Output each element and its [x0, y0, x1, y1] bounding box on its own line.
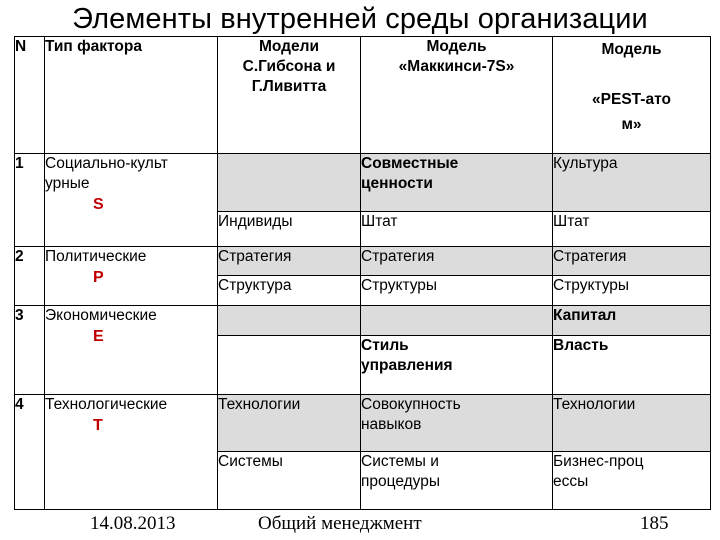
factor-cell: Экономические E	[45, 306, 218, 395]
mckinsey-cell: Штат	[361, 212, 553, 247]
slide-title: Элементы внутренней среды организации	[72, 3, 648, 35]
header-mckinsey-model: Модель «Маккинси-7S»	[361, 37, 553, 154]
header-gibson-model: Модели С.Гибсона и Г.Ливитта	[218, 37, 361, 154]
pest-cell: Стратегия	[553, 247, 711, 276]
gibson-cell: Структура	[218, 276, 361, 306]
gibson-cell: Индивиды	[218, 212, 361, 247]
footer-date: 14.08.2013	[90, 513, 176, 534]
gibson-cell	[218, 306, 361, 336]
pest-cell: Культура	[553, 154, 711, 212]
gibson-cell: Системы	[218, 452, 361, 510]
pest-cell: Структуры	[553, 276, 711, 306]
header-factor-type: Тип фактора	[45, 37, 218, 154]
footer-page-number: 185	[640, 513, 669, 534]
table-row	[15, 247, 711, 276]
factor-cell: Социально-культ урные S	[45, 154, 218, 247]
table-row	[15, 306, 711, 336]
row-number: 3	[15, 306, 45, 395]
factor-letter: P	[93, 269, 104, 286]
mckinsey-cell: Совместные ценности	[361, 154, 553, 212]
mckinsey-cell: Стратегия	[361, 247, 553, 276]
mckinsey-cell	[361, 306, 553, 336]
footer-subject: Общий менеджмент	[258, 513, 422, 534]
row-number: 4	[15, 395, 45, 510]
factors-table	[14, 36, 711, 510]
factor-cell: Политические P	[45, 247, 218, 306]
pest-cell: Капитал	[553, 306, 711, 336]
pest-cell: Штат	[553, 212, 711, 247]
table-row	[15, 395, 711, 452]
header-n: N	[15, 37, 45, 154]
mckinsey-cell: Совокупность навыков	[361, 395, 553, 452]
table-row	[15, 154, 711, 212]
factor-letter: S	[93, 196, 104, 213]
gibson-cell: Технологии	[218, 395, 361, 452]
pest-cell: Технологии	[553, 395, 711, 452]
factor-letter: E	[93, 328, 104, 345]
row-number: 2	[15, 247, 45, 306]
row-number: 1	[15, 154, 45, 247]
mckinsey-cell: Стиль управления	[361, 336, 553, 395]
gibson-cell	[218, 336, 361, 395]
table-header-row	[15, 37, 711, 154]
pest-cell: Бизнес-проц ессы	[553, 452, 711, 510]
factor-cell: Технологические T	[45, 395, 218, 510]
pest-cell: Власть	[553, 336, 711, 395]
header-pest-model: Модель «PEST-ато м»	[553, 37, 711, 154]
gibson-cell	[218, 154, 361, 212]
gibson-cell: Стратегия	[218, 247, 361, 276]
factor-letter: T	[93, 417, 103, 434]
mckinsey-cell: Структуры	[361, 276, 553, 306]
mckinsey-cell: Системы и процедуры	[361, 452, 553, 510]
